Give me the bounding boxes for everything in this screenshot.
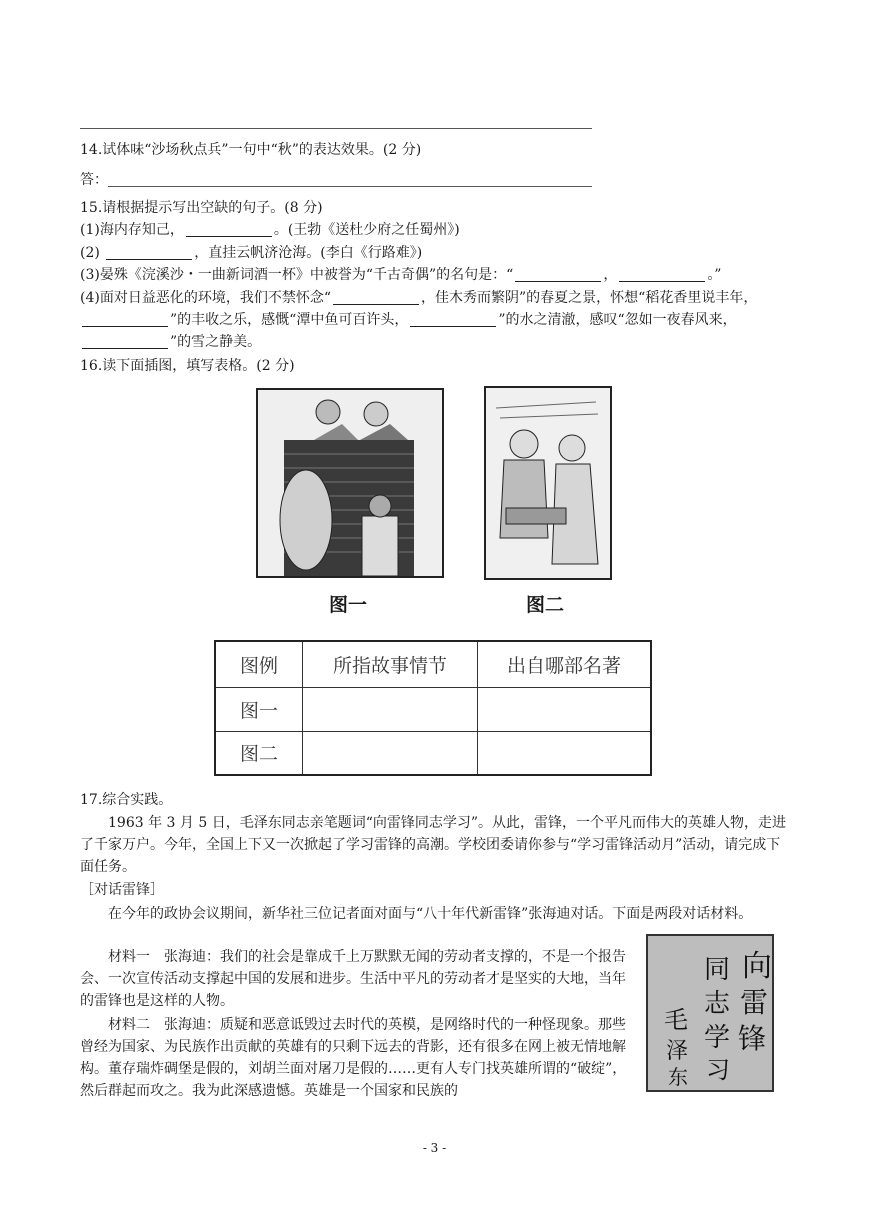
q16-question: 16.读下面插图，填写表格。(2 分): [80, 358, 295, 374]
table-answer-cell[interactable]: [303, 731, 478, 775]
figure-1-drawing: [258, 390, 442, 576]
q15-blank-4d[interactable]: [82, 334, 168, 349]
svg-text:雷: 雷: [740, 986, 769, 1019]
table-answer-cell[interactable]: [478, 687, 652, 731]
svg-text:泽: 泽: [666, 1039, 689, 1064]
table-row-label: 图一: [215, 687, 303, 731]
q14-question: 14.试体味“沙场秋点兵”一句中“秋”的表达效果。(2 分): [80, 142, 422, 158]
q15-item-3-text: (3)晏殊《浣溪沙・一曲新词酒一杯》中被誉为“千古奇偶”的名句是：“: [80, 267, 514, 283]
table-row: [215, 731, 651, 775]
q15-question: 15.请根据提示写出空缺的句子。(8 分): [80, 200, 323, 216]
q15-blank-3b[interactable]: [619, 267, 705, 282]
figure-2-drawing: [486, 388, 610, 578]
svg-text:锋: 锋: [738, 1022, 767, 1055]
table-header-cell: 出自哪部名著: [478, 641, 652, 687]
q15-item-4-text-d: ”的水之清澈，感叹“忽如一夜春风来，: [498, 312, 737, 328]
q16-answer-table: [214, 640, 652, 776]
table-header-cell: 图例: [215, 641, 303, 687]
svg-text:东: 东: [668, 1065, 688, 1089]
q15-item-3-end: 。”: [707, 267, 722, 283]
table-row-label: 图二: [215, 731, 303, 775]
q15-item-1-source: 。(王勃《送杜少府之任蜀州》): [273, 222, 460, 238]
table-header-cell: 所指故事情节: [303, 641, 478, 687]
calligraphy-strokes: [648, 936, 772, 1090]
q14-answer-line[interactable]: [108, 186, 592, 187]
svg-text:毛: 毛: [664, 1006, 688, 1034]
q15-item-2-num: (2): [80, 245, 100, 261]
q15-blank-4b[interactable]: [82, 312, 168, 327]
q15-item-4: [80, 287, 792, 353]
q15-item-4-text-b: ，佳木秀而繁阴”的春夏之景，怀想“稻花香里说丰年，: [421, 290, 758, 306]
q15-item-4-text-a: (4)面对日益恶化的环境，我们不禁怀念“: [80, 290, 331, 306]
q17-question: 17.综合实践。: [80, 792, 173, 808]
q15-item-3-comma: ，: [603, 267, 618, 283]
q15-item-2: [80, 243, 422, 263]
page-number: - 3 -: [422, 1141, 447, 1155]
q15-item-2-text: ，直挂云帆济沧海。(李白《行路难》): [194, 245, 423, 261]
svg-text:习: 习: [706, 1056, 730, 1084]
figure-2-illustration: [484, 386, 612, 580]
q15-item-1-text: (1)海内存知己，: [80, 222, 184, 238]
q17-context: 在今年的政协会议期间，新华社三位记者面对面与“八十年代新雷锋”张海迪对话。下面是两段对话材料。: [108, 906, 753, 922]
q15-blank-4c[interactable]: [410, 312, 496, 327]
table-answer-cell[interactable]: [303, 687, 478, 731]
calligraphy-image: [646, 934, 774, 1092]
q17-section-title: ［对话雷锋］: [80, 882, 164, 898]
top-divider: [80, 128, 592, 129]
q17-material-1: 材料一 张海迪：我们的社会是靠成千上万默默无闻的劳动者支撑的，不是一个报告会、一次宣传活动支撑起中国的发展和进步。生活中平凡的劳动者才是坚实的大地，当年的雷锋也是这样的人物。: [80, 949, 626, 1009]
table-answer-cell[interactable]: [478, 731, 652, 775]
q15-blank-4a[interactable]: [333, 290, 419, 305]
svg-text:同: 同: [704, 955, 731, 985]
svg-text:学: 学: [704, 1023, 731, 1053]
figure-2-caption: 图二: [526, 594, 565, 616]
q15-item-4-text-c: ”的丰收之乐，感慨“潭中鱼可百许头，: [170, 312, 409, 328]
svg-text:向: 向: [742, 949, 772, 984]
table-row: [215, 687, 651, 731]
q15-blank-1[interactable]: [186, 222, 272, 237]
q15-blank-2[interactable]: [106, 245, 192, 260]
q14-answer-label: 答：: [80, 172, 108, 188]
table-header-row: [215, 641, 651, 687]
figure-1-illustration: [256, 388, 444, 578]
q17-material-2: 材料二 张海迪：质疑和恶意诋毁过去时代的英模，是网络时代的一种怪现象。那些曾经为国家、为民族作出贡献的英雄有的只剩下远去的背影，还有很多在网上被无情地解构。董存瑞炸碉堡是假的，刘胡兰面对屠刀是假的……更有人专门找英雄所谓的“破绽”，然后群起而攻之。我为此深感遗憾。英雄是一个国家和民族的: [80, 1017, 627, 1099]
svg-text:志: 志: [704, 989, 731, 1019]
q15-item-4-text-e: ”的雪之静美。: [170, 334, 262, 350]
q15-item-1: [80, 220, 460, 240]
q15-blank-3a[interactable]: [515, 267, 601, 282]
q15-item-3: [80, 265, 721, 285]
figure-1-caption: 图一: [329, 594, 368, 616]
q17-intro: 1963 年 3 月 5 日，毛泽东同志亲笔题词“向雷锋同志学习”。从此，雷锋，一个平凡而伟大的英雄人物，走进了千家万户。今年，全国上下又一次掀起了学习雷锋的高潮。学校团委请你参与“学习雷锋活动月”活动，请完成下面任务。: [80, 815, 787, 875]
